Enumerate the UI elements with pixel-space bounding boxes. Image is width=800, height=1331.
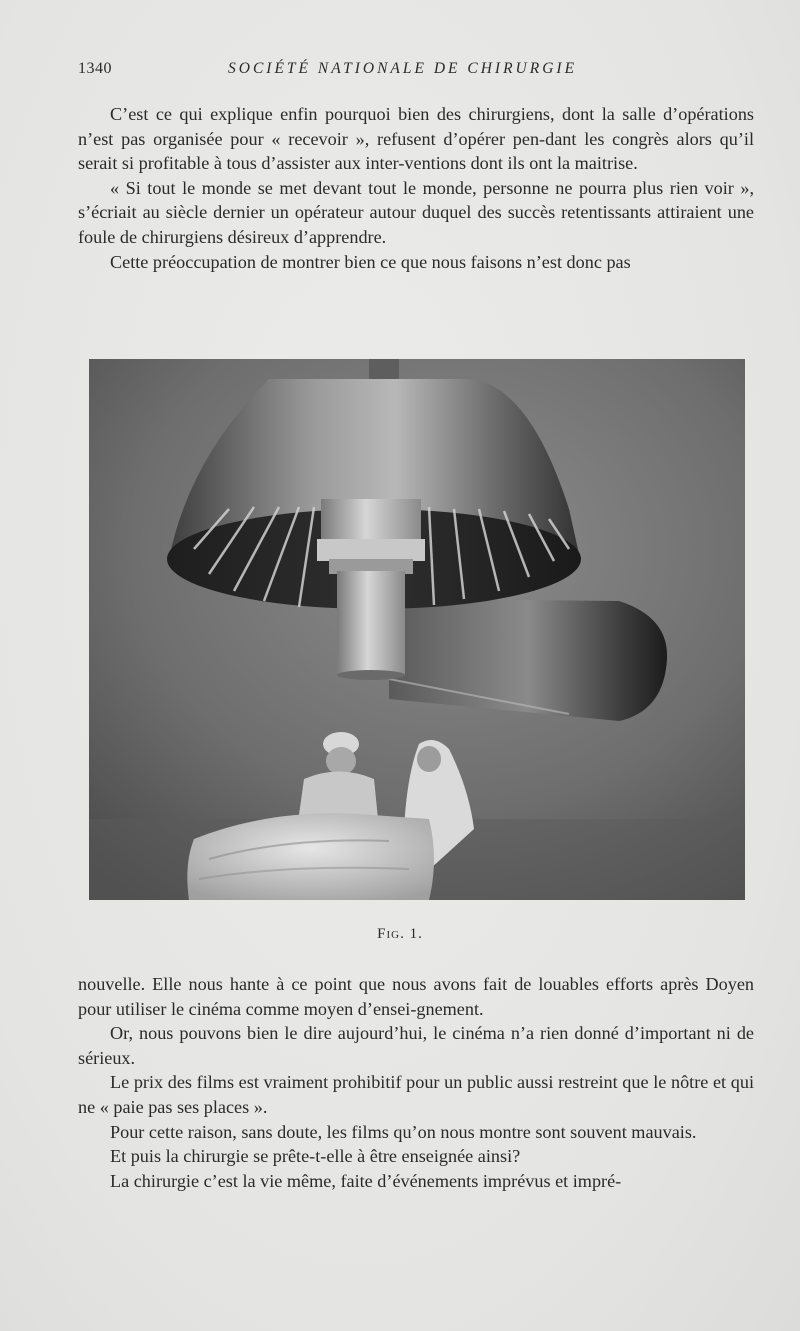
running-head xyxy=(78,60,754,82)
paragraph: Or, nous pouvons bien le dire aujourd’hui, le cinéma n’a rien donné d’important ni de sérieux. xyxy=(78,1023,754,1068)
paragraph: Pour cette raison, sans doute, les films qu’on nous montre sont souvent mauvais. xyxy=(110,1121,697,1142)
paragraph: Le prix des films est vraiment prohibitif pour un public aussi restreint que le nôtre et qui ne « paie pas ses places ». xyxy=(78,1072,754,1117)
paragraph: C’est ce qui explique enfin pourquoi bien des chirurgiens, dont la salle d’opérations n’est pas organisée pour « recevoir », refusent d’opérer pen-dant les congrès alors qu’il serait si profitable à tous d’assister aux inter-ventions dont ils ont la maitrise. xyxy=(78,104,754,174)
body-text-top xyxy=(78,102,754,274)
paragraph: « Si tout le monde se met devant tout le monde, personne ne pourra plus rien voir », s’écriait au siècle dernier un opérateur autour duquel des succès retentissants attiraient une foule de chirurgiens désireux d’apprendre. xyxy=(78,177,754,247)
paragraph: La chirurgie c’est la vie même, faite d’événements imprévus et impré- xyxy=(110,1170,622,1191)
paragraph: nouvelle. Elle nous hante à ce point que nous avons fait de louables efforts après Doyen pour utiliser le cinéma comme moyen d’ensei-gnement. xyxy=(78,974,754,1019)
body-text-bottom xyxy=(78,972,754,1193)
page-number: 1340 xyxy=(78,60,112,77)
figure-photograph-operating-lamp xyxy=(89,359,745,900)
journal-title: SOCIÉTÉ NATIONALE DE CHIRURGIE xyxy=(228,60,578,77)
paragraph: Et puis la chirurgie se prête-t-elle à être enseignée ainsi? xyxy=(110,1146,521,1167)
paragraph: Cette préoccupation de montrer bien ce que nous faisons n’est donc pas xyxy=(110,251,631,272)
figure-caption: Fig. 1. xyxy=(377,926,423,942)
